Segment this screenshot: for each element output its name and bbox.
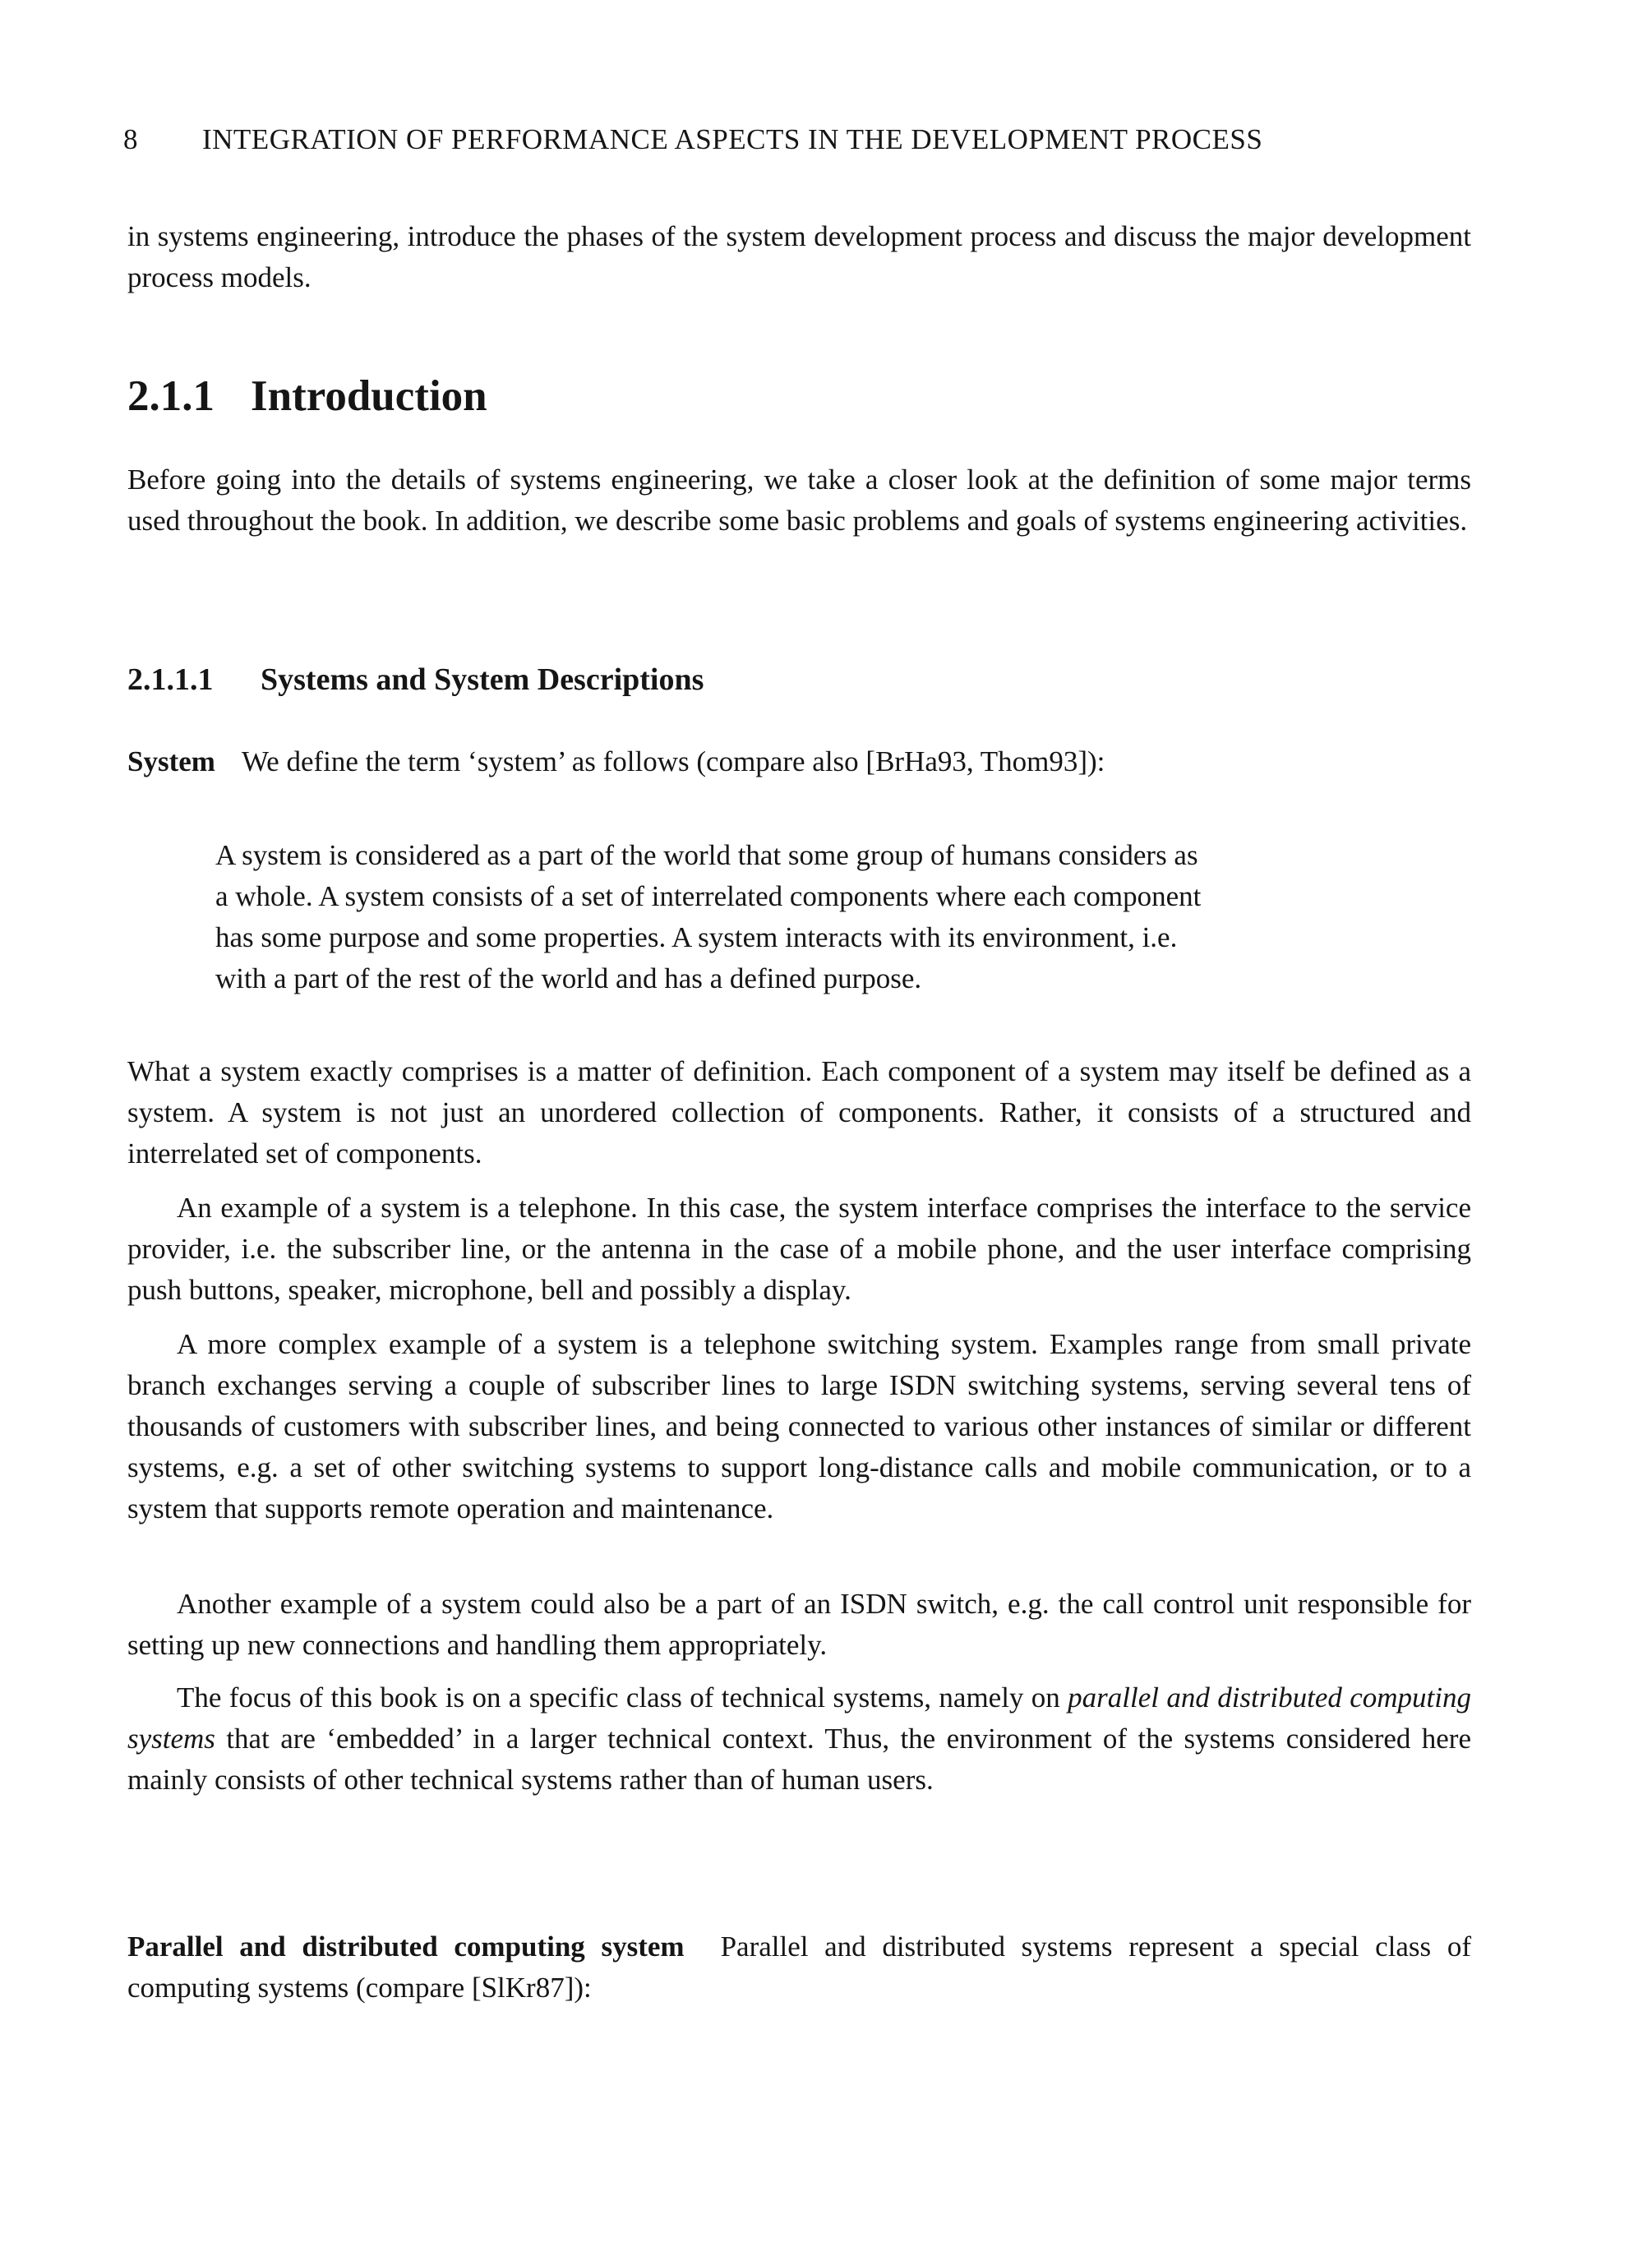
section-paragraph: Before going into the details of systems engineering, we take a closer look at the definition of some major terms used throughout the book. In addition, we describe some basic problems and goals of systems engineering activities. [127, 464, 1471, 537]
quote-line: a whole. A system consists of a set of interrelated components where each component [215, 880, 1202, 912]
body-paragraph: Another example of a system could also be a part of an ISDN switch, e.g. the call control unit responsible for setting up new connections and handling them appropriately. [127, 1588, 1471, 1661]
body-paragraph: A more complex example of a system is a telephone switching system. Examples range from small private branch exchanges serving a couple of subscriber lines to large ISDN switching systems, serving several tens of thousands of customers with subscriber lines, and being connected to various other instances of similar or different systems, e.g. a set of other switching systems to support long-distance calls and mobile communication, or to a system that supports remote operation and maintenance. [127, 1328, 1471, 1524]
focus-italic-term: parallel and distributed computing systems [127, 1681, 1471, 1755]
system-definition-quote [215, 835, 1387, 999]
section-heading [127, 371, 487, 421]
quote-line: has some purpose and some properties. A system interacts with its environment, i.e. [215, 921, 1178, 953]
pdcs-definition [127, 1926, 1471, 2009]
focus-text-after: that are ‘embedded’ in a larger technical context. Thus, the environment of the systems considered here mainly consists of other technical systems rather than of human users. [127, 1723, 1471, 1796]
system-term: System [127, 745, 215, 777]
body-paragraph: An example of a system is a telephone. In this case, the system interface comprises the interface to the service provider, i.e. the subscriber line, or the antenna in the case of a mobile phone, and the user interface comprising push buttons, speaker, microphone, bell and possibly a display. [127, 1192, 1471, 1306]
page-number: 8 [123, 123, 138, 155]
intro-paragraph: in systems engineering, introduce the phases of the system development process and discuss the major development process models. [127, 220, 1471, 293]
subsubsection-title: Systems and System Descriptions [261, 662, 704, 697]
focus-text-before: The focus of this book is on a specific class of technical systems, namely on [177, 1681, 1068, 1714]
quote-line: A system is considered as a part of the world that some group of humans considers as [215, 839, 1198, 871]
section-title: Introduction [251, 372, 487, 420]
section-number: 2.1.1 [127, 372, 215, 420]
running-header [123, 123, 1471, 156]
body-paragraph: What a system exactly comprises is a matter of definition. Each component of a system may itself be defined as a system. A system is not just an unordered collection of components. Rather, it consists of a structured and interrelated set of components. [127, 1055, 1471, 1169]
subsubsection-heading [127, 662, 704, 698]
pdcs-term: Parallel and distributed computing system [127, 1930, 685, 1963]
subsubsection-number: 2.1.1.1 [127, 662, 214, 697]
system-definition [127, 741, 1471, 782]
running-title: INTEGRATION OF PERFORMANCE ASPECTS IN THE DEVELOPMENT PROCESS [202, 123, 1263, 155]
quote-line: with a part of the rest of the world and has a defined purpose. [215, 962, 922, 994]
focus-paragraph [127, 1677, 1471, 1801]
pdcs-definition-text: Parallel and distributed systems represent a special class of computing systems (compare [SlKr87]): [127, 1930, 1471, 2004]
system-definition-text: We define the term ‘system’ as follows (compare also [BrHa93, Thom93]): [241, 745, 1105, 777]
